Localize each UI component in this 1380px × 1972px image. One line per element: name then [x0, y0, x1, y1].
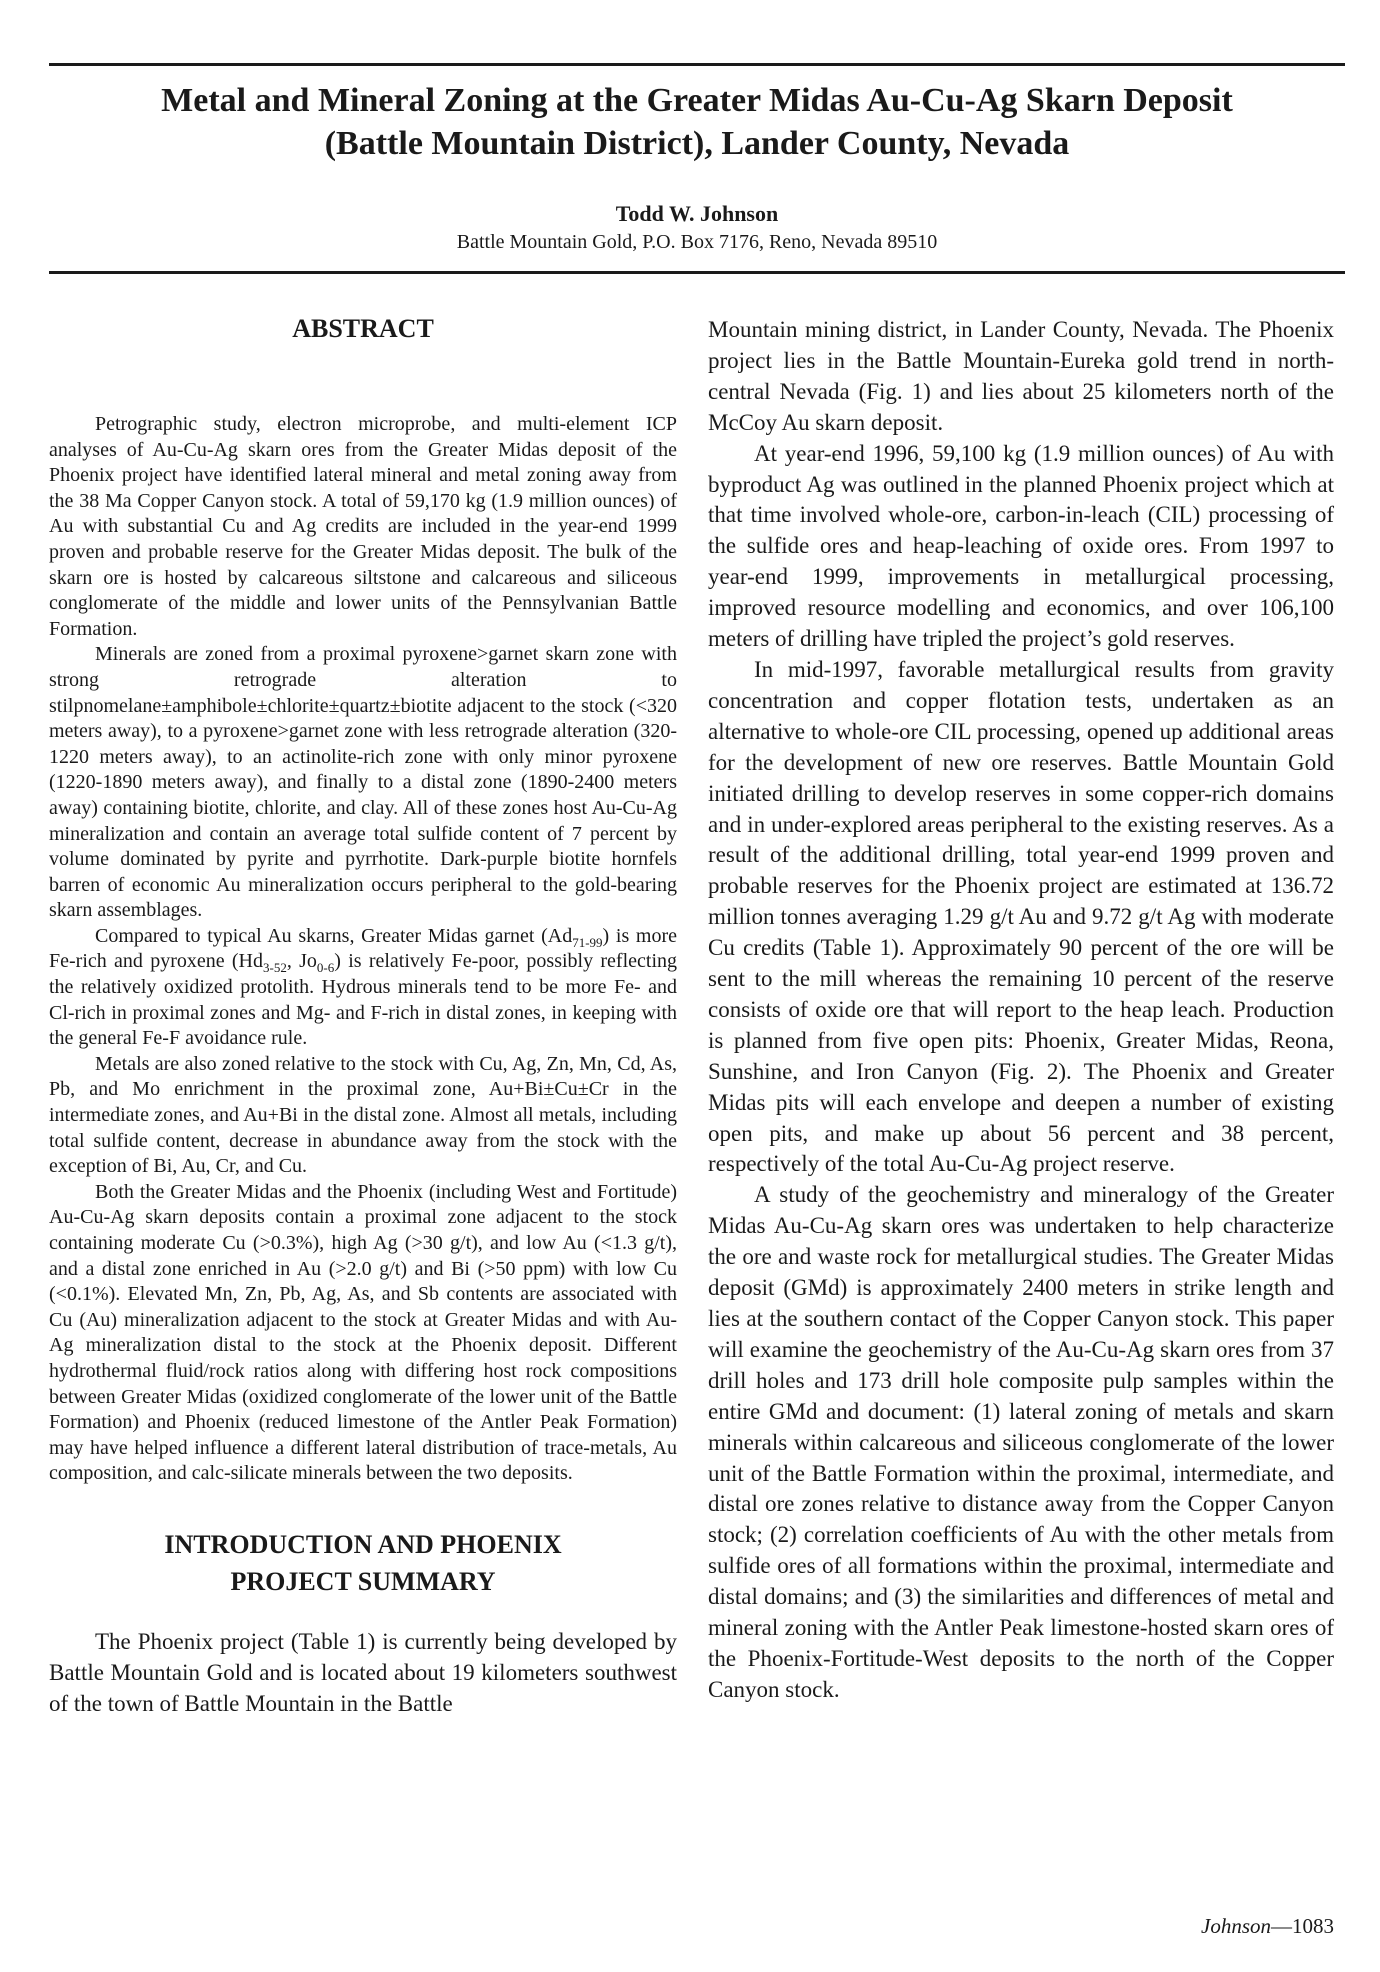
intro-heading-line-1: INTRODUCTION AND PHOENIX: [164, 1529, 562, 1559]
left-column: [49, 310, 677, 1720]
abstract-paragraph-1: Petrographic study, electron microprobe, and multi-element ICP analyses of Au-Cu-Ag skarn ores from the Greater Midas deposit of the Phoenix project have identified lateral mineral and metal zoning away from the 38 Ma Copper Canyon stock. A total of 59,170 kg (1.9 million ounces) of Au with substantial Cu and Ag credits are included in the year-end 1999 proven and probable reserve for the Greater Midas deposit. The bulk of the skarn ore is hosted by calcareous siltstone and calcareous and siliceous conglomerate of the middle and lower units of the Pennsylvanian Battle Formation.: [49, 413, 677, 640]
intro-heading-line-2: PROJECT SUMMARY: [230, 1566, 496, 1596]
intro-paragraph-1-start: The Phoenix project (Table 1) is currently being developed by Battle Mountain Gold and is located about 19 kilometers southwest of the town of Battle Mountain in the Battle: [49, 1628, 677, 1716]
footer-dash: —: [1271, 1914, 1292, 1938]
page-footer: [1201, 1913, 1334, 1939]
title-line-1: Metal and Mineral Zoning at the Greater Midas Au-Cu-Ag Skarn Deposit: [161, 82, 1233, 119]
running-author: Johnson: [1201, 1914, 1271, 1938]
author-affiliation: Battle Mountain Gold, P.O. Box 7176, Reno, Nevada 89510: [456, 231, 938, 253]
intro-paragraph-4: A study of the geochemistry and mineralogy of the Greater Midas Au-Cu-Ag skarn ores was undertaken to help characterize the ore and waste rock for metallurgical studies. The Greater Midas deposit (GMd) is approximately 2400 meters in strike length and lies at the southern contact of the Copper Canyon stock. This paper will examine the geochemistry of the Au-Cu-Ag skarn ores from 37 drill holes and 173 drill hole composite pulp samples within the entire GMd and document: (1) lateral zoning of metals and skarn minerals within calcareous and siliceous conglomerate of the lower unit of the Battle Formation within the proximal, intermediate, and distal ore zones relative to distance away from the Copper Canyon stock; (2) correlation coefficients of Au with the other metals from sulfide ores of all formations within the proximal, intermediate and distal domains; and (3) the similarities and differences of metal and mineral zoning with the Antler Peak limestone-hosted skarn ores of the Phoenix-Fortitude-West deposits to the north of the Copper Canyon stock.: [708, 1182, 1334, 1702]
abstract-heading: ABSTRACT: [292, 314, 434, 343]
top-rule: [49, 63, 1345, 66]
intro-paragraph-2: At year-end 1996, 59,100 kg (1.9 million ounces) of Au with byproduct Ag was outlined in the planned Phoenix project which at that time involved whole-ore, carbon-in-leach (CIL) processing of the sulfide ores and heap-leaching of oxide ores. From 1997 to year-end 1999, improvements in metallurgical processing, improved resource modelling and economics, and over 106,100 meters of drilling have tripled the project’s gold reserves.: [708, 440, 1334, 652]
abstract-paragraph-5: Both the Greater Midas and the Phoenix (including West and Fortitude) Au-Cu-Ag skarn deposits contain a proximal zone adjacent to the stock containing moderate Cu (>0.3%), high Ag (>30 g/t), and low Au (<1.3 g/t), and a distal zone enriched in Au (>2.0 g/t) and Bi (>50 ppm) with low Cu (<0.1%). Elevated Mn, Zn, Pb, Ag, As, and Sb contents are associated with Cu (Au) mineralization adjacent to the stock at Greater Midas and with Au-Ag mineralization distal to the stock at the Phoenix deposit. Different hydrothermal fluid/rock ratios along with differing host rock compositions between Greater Midas (oxidized conglomerate of the lower unit of the Battle Formation) and Phoenix (reduced limestone of the Antler Peak Formation) may have helped influence a different lateral distribution of trace-metals, Au composition, and calc-silicate minerals between the two deposits.: [49, 1180, 677, 1485]
abstract-paragraph-2: Minerals are zoned from a proximal pyroxene>garnet skarn zone with strong retrograde alteration to stilpnomelane±amphibole±chlorite±quartz±biotite adjacent to the stock (<320 meters away), to a pyroxene>garnet zone with less retrograde alteration (320-1220 meters away), to an actinolite-rich zone with only minor pyroxene (1220-1890 meters away), and finally to a distal zone (1890-2400 meters away) containing biotite, chlorite, and clay. All of these zones host Au-Cu-Ag mineralization and contain an average total sulfide content of 7 percent by volume dominated by pyrite and pyrrhotite. Dark-purple biotite hornfels barren of economic Au mineralization occurs peripheral to the gold-bearing skarn assemblages.: [49, 643, 677, 922]
intro-paragraph-1-end: Mountain mining district, in Lander County, Nevada. The Phoenix project lies in the Battle Mountain-Eureka gold trend in north-central Nevada (Fig. 1) and lies about 25 kilometers north of the McCoy Au skarn deposit.: [708, 317, 1334, 435]
abstract-paragraph-4: Metals are also zoned relative to the stock with Cu, Ag, Zn, Mn, Cd, As, Pb, and Mo enrichment in the proximal zone, Au+Bi±Cu±Cr in the intermediate zones, and Au+Bi in the distal zone. Almost all metals, including total sulfide content, decrease in abundance away from the stock with the exception of Bi, Au, Cr, and Cu.: [49, 1052, 677, 1178]
intro-paragraph-3: In mid-1997, favorable metallurgical results from gravity concentration and copper flotation tests, undertaken as an alternative to whole-ore CIL processing, opened up additional areas for the development of new ore reserves. Battle Mountain Gold initiated drilling to develop reserves in some copper-rich domains and in under-explored areas peripheral to the existing reserves. As a result of the additional drilling, total year-end 1999 proven and probable reserves for the Phoenix project are estimated at 136.72 million tonnes averaging 1.29 g/t Au and 9.72 g/t Ag with moderate Cu credits (Table 1). Approximately 90 percent of the ore will be sent to the mill whereas the remaining 10 percent of the reserve consists of oxide ore that will report to the heap leach. Production is planned from five open pits: Phoenix, Greater Midas, Reona, Sunshine, and Iron Canyon (Fig. 2). The Phoenix and Greater Midas pits will each envelope and deepen a number of existing open pits, and make up about 56 percent and 38 percent, respectively of the total Au-Cu-Ag project reserve.: [708, 656, 1334, 1177]
author-name: Todd W. Johnson: [615, 201, 779, 226]
abstract-body: [49, 412, 677, 1487]
page-number: 1083: [1292, 1914, 1334, 1938]
header-rule: [49, 271, 1345, 274]
abstract-paragraph-3: Compared to typical Au skarns, Greater Midas garnet $(Ad_{71-99})$ is more Fe-rich and pyroxene ($Hd_{3-52}$, $Jo_{0-6}$) is relatively Fe-poor, possibly reflecting the relatively oxidized protolith. Hydrous minerals tend to be more Fe- and Cl-rich in proximal zones and Mg- and F-rich in distal zones, in keeping with the general Fe-F avoidance rule.: [49, 924, 678, 1050]
right-column: [708, 315, 1334, 1706]
intro-heading: [49, 1526, 677, 1600]
intro-body-left: [49, 1627, 677, 1720]
title-line-2: (Battle Mountain District), Lander County, Nevada: [324, 125, 1070, 162]
